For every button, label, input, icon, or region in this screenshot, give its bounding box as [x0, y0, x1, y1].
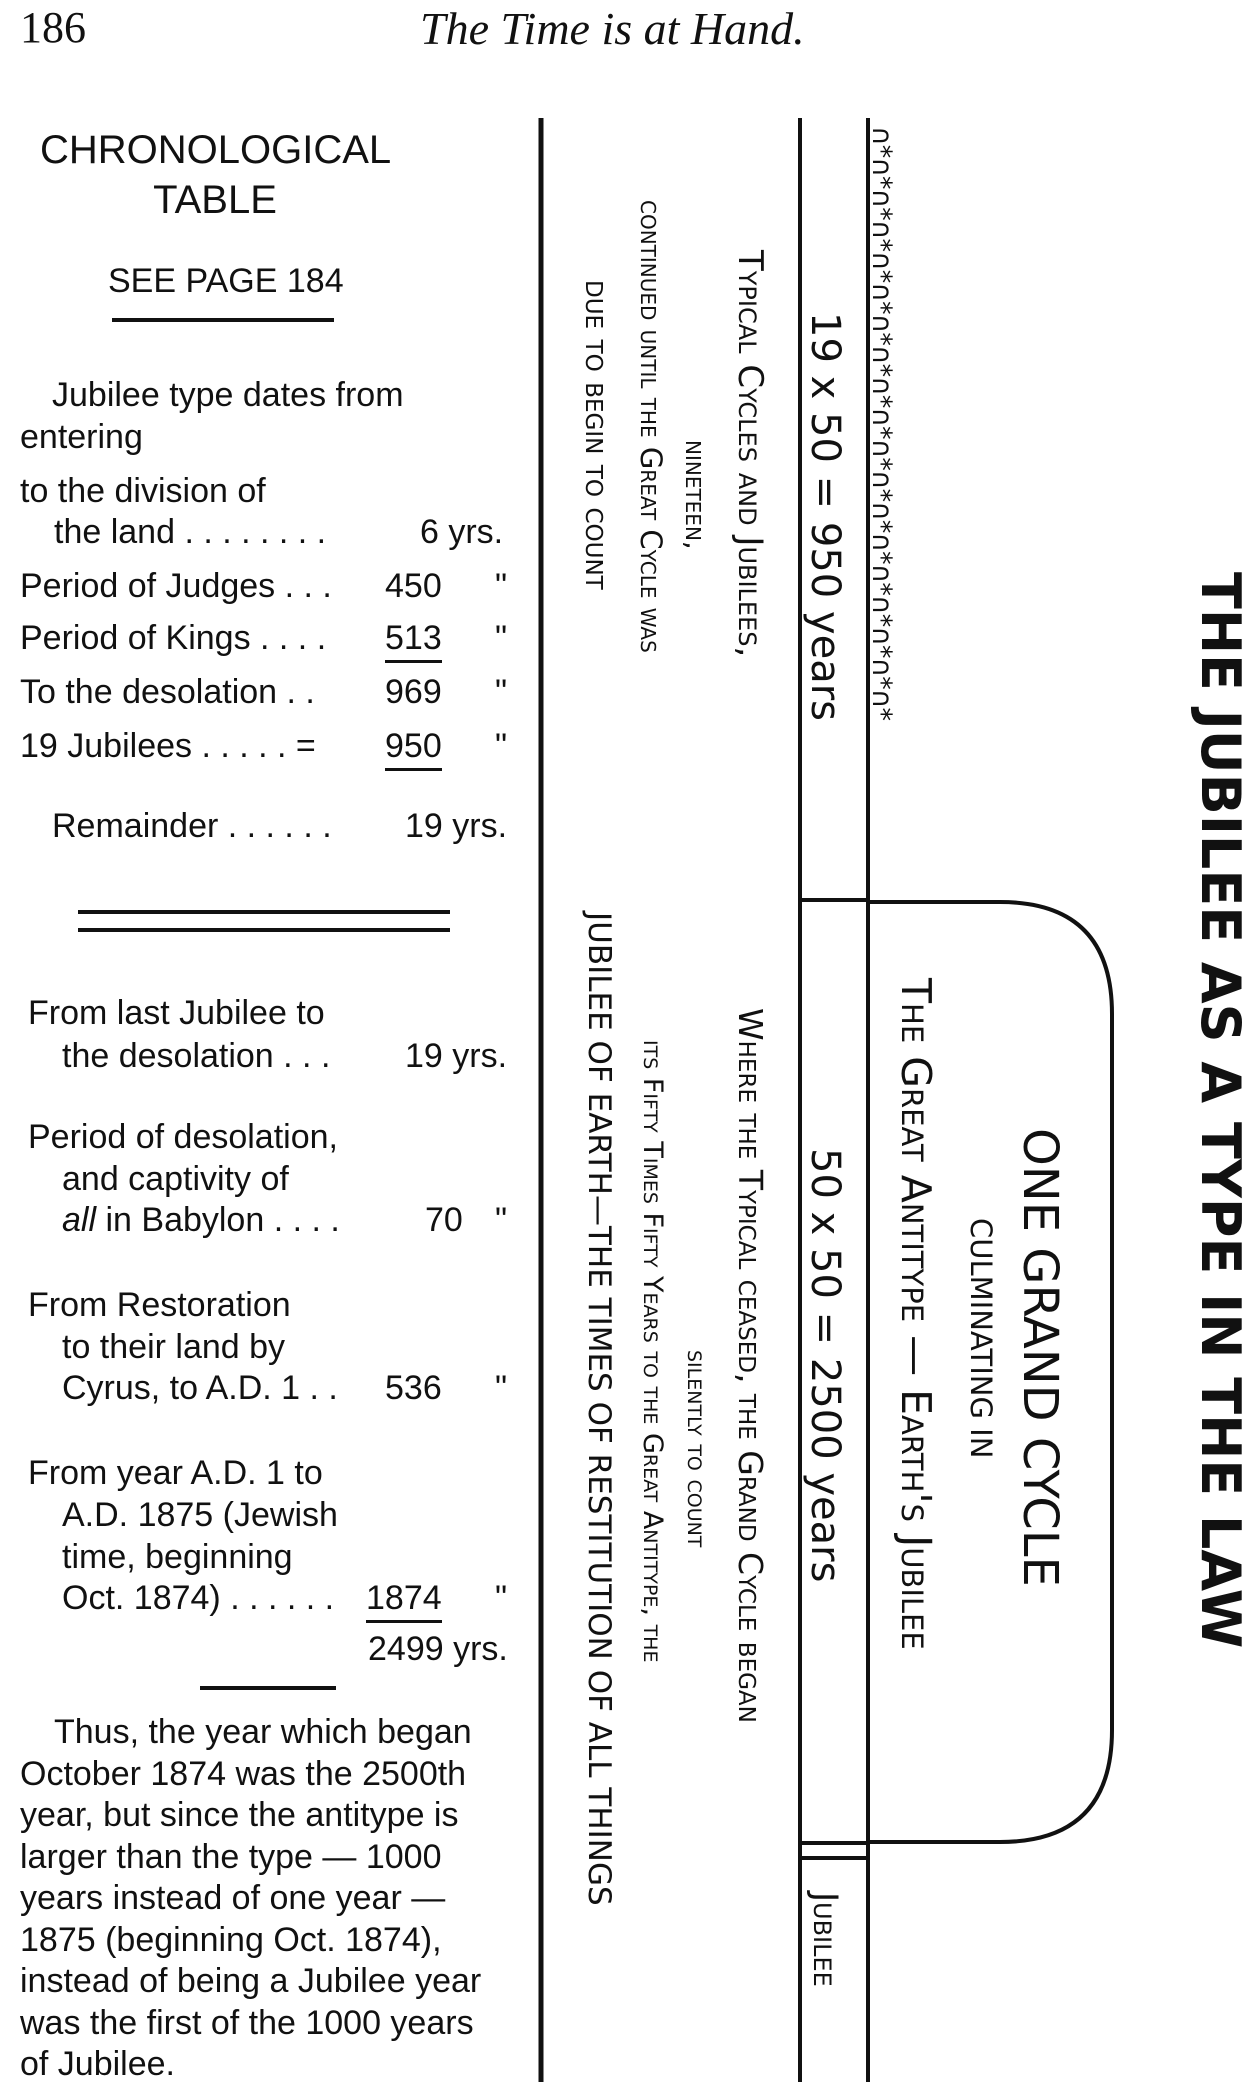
jubilees-ditto: "	[495, 727, 508, 765]
grand-total: 2499 yrs.	[368, 1630, 508, 1668]
see-page-ref: SEE PAGE 184	[108, 262, 344, 300]
page-number: 186	[20, 3, 86, 52]
thus-line: instead of being a Jubilee year	[20, 1962, 482, 2000]
judges-label: Period of Judges . . .	[20, 567, 332, 605]
kings-ditto: "	[495, 619, 508, 657]
division-value: 6 yrs.	[420, 513, 504, 551]
desolation-total: 969	[385, 673, 442, 711]
from-last-value: 19 yrs.	[405, 1037, 508, 1075]
where-line1: Where the Typical ceased, the Grand Cycle began	[731, 1008, 770, 1723]
kings-label: Period of Kings . . . .	[20, 619, 327, 657]
great-antitype-label: The Great Antitype — Earth's Jubilee	[892, 978, 940, 1650]
thus-line: October 1874 was the 2500th	[20, 1754, 467, 1793]
intro-line1: Jubilee type dates from	[52, 376, 404, 414]
jubilees-value: 950	[385, 724, 442, 771]
division-label: the land . . . . . . . .	[54, 513, 327, 551]
where-line4: JUBILEE OF EARTH—THE TIMES OF RESTITUTION OF ALL THINGS	[581, 912, 617, 1906]
typical-line2: nineteen,	[679, 440, 712, 550]
thus-line: of Jubilee.	[20, 2045, 175, 2083]
ad-line1: From year A.D. 1 to	[28, 1454, 323, 1492]
thus-line: year, but since the antitype is	[20, 1796, 459, 1834]
typical-line3: continued until the Great Cycle was	[634, 200, 668, 653]
desolation-period-value: 70	[425, 1201, 463, 1239]
restoration-line2: to their land by	[62, 1328, 286, 1366]
typical-years: 19 x 50 = 950 years	[802, 312, 848, 721]
division-line1: to the division of	[20, 472, 266, 510]
remainder-label: Remainder . . . . . .	[52, 807, 332, 845]
grand-cycle-label: ONE GRAND CYCLE	[1012, 1128, 1068, 1587]
typical-line1: Typical Cycles and Jubilees,	[730, 250, 770, 658]
all-italic: all	[62, 1201, 97, 1239]
judges-ditto: "	[495, 567, 508, 605]
desolation-period-ditto: "	[495, 1201, 508, 1239]
ad-ditto: "	[495, 1579, 508, 1617]
thus-line: Thus, the year which began	[54, 1713, 472, 1751]
kings-value: 513	[385, 616, 442, 663]
ad-label: Oct. 1874) . . . . . .	[62, 1579, 335, 1617]
desolation-ditto: "	[495, 673, 508, 711]
ad-value: 1874	[366, 1576, 442, 1623]
ad-line3: time, beginning	[62, 1538, 293, 1576]
restoration-label: Cyrus, to A.D. 1 . .	[62, 1369, 338, 1407]
babylon-text: in Babylon . . . .	[96, 1201, 340, 1239]
desolation-period-line2: and captivity of	[62, 1160, 289, 1198]
from-last-line1: From last Jubilee to	[28, 994, 325, 1032]
desolation-period-line1: Period of desolation,	[28, 1118, 338, 1156]
table-title-line2: TABLE	[153, 178, 277, 222]
judges-value: 450	[385, 567, 442, 605]
running-title: The Time is at Hand.	[420, 3, 805, 54]
desolation-label: To the desolation . .	[20, 673, 315, 711]
thus-line: 1875 (beginning Oct. 1874),	[20, 1920, 442, 1959]
where-line3: its Fifty Times Fifty Years to the Great Antitype, the	[637, 1040, 668, 1663]
diagram-title: THE JUBILEE AS A TYPE IN THE LAW	[1189, 572, 1252, 1649]
culminating-label: CULMINATING IN	[964, 1218, 998, 1459]
restoration-value: 536	[385, 1369, 442, 1407]
jubilee-label: Jubilee	[805, 1892, 845, 1987]
ad-line2: A.D. 1875 (Jewish	[62, 1496, 338, 1534]
thus-line: was the first of the 1000 years	[20, 2003, 474, 2042]
remainder-value: 19 yrs.	[405, 807, 508, 845]
cycle-marks: ∩*∩*∩*∩*∩*∩*∩*∩*∩*∩*∩*∩*∩*∩*∩*∩*∩*∩*∩*	[866, 126, 897, 720]
jubilees-label: 19 Jubilees . . . . . =	[20, 727, 316, 765]
where-line2: silently to count	[681, 1350, 712, 1548]
table-title-line1: CHRONOLOGICAL	[40, 128, 392, 172]
restoration-line1: From Restoration	[28, 1286, 291, 1324]
thus-line: larger than the type — 1000	[20, 1837, 442, 1876]
typical-line4: due to begin to count	[578, 280, 617, 590]
from-last-label: the desolation . . .	[62, 1037, 331, 1075]
thus-line: years instead of one year —	[20, 1879, 446, 1917]
grand-years: 50 x 50 = 2500 years	[802, 1148, 848, 1583]
restoration-ditto: "	[495, 1369, 508, 1407]
intro-line2: entering	[20, 418, 143, 456]
